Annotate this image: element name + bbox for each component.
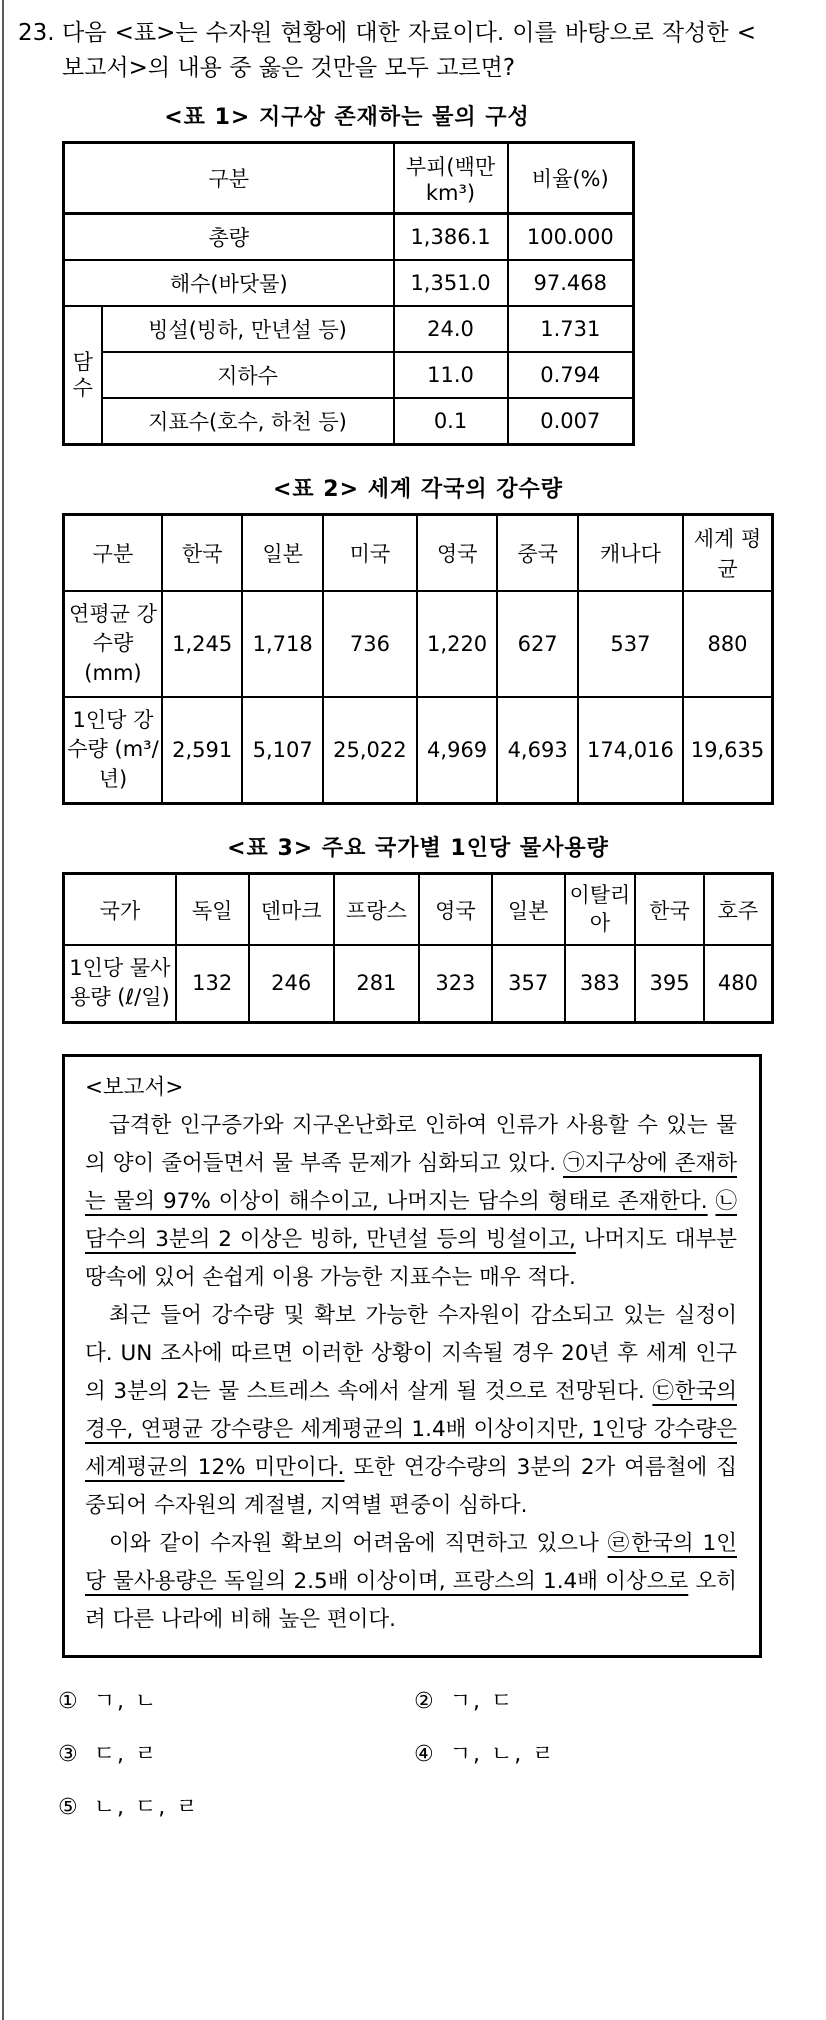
report-paragraph-2 xyxy=(85,1297,737,1525)
choice-5-label: ㄴ, ㄷ, ㄹ xyxy=(93,1795,200,1821)
t2-header-korea: 한국 xyxy=(162,514,243,591)
question-number: 23. xyxy=(18,20,55,46)
t1-header-volume: 부피(백만 km³) xyxy=(394,142,508,213)
table-cell: 4,969 xyxy=(417,697,498,804)
report-text: 또한 연강수량의 3분의 2가 여름철에 집중되어 수자원의 계절별, 지역별 편중이 심하다. xyxy=(85,1455,737,1519)
table-cell: 1,220 xyxy=(417,591,498,697)
table-cell: 25,022 xyxy=(323,697,417,804)
report-text: 오히려 다른 나라에 비해 높은 편이다. xyxy=(85,1569,737,1633)
choice-1-marker: ① xyxy=(58,1689,78,1715)
table-cell: 4,693 xyxy=(497,697,578,804)
choice-5 xyxy=(58,1790,414,1821)
t2-header-category: 구분 xyxy=(64,514,162,591)
choice-2-label: ㄱ, ㄷ xyxy=(449,1689,515,1715)
table-cell: 246 xyxy=(249,945,334,1022)
t2-header-canada: 캐나다 xyxy=(578,514,683,591)
t3-header-denmark: 덴마크 xyxy=(249,874,334,945)
table-cell: 395 xyxy=(635,945,704,1022)
choice-4 xyxy=(414,1737,770,1768)
report-paragraph-1 xyxy=(85,1107,737,1297)
t3-header-uk: 영국 xyxy=(419,874,492,945)
table-cell: 323 xyxy=(419,945,492,1022)
t2-header-uk: 영국 xyxy=(417,514,498,591)
choice-2-marker: ② xyxy=(414,1689,434,1715)
t3-header-australia: 호주 xyxy=(704,874,773,945)
table-cell: 132 xyxy=(176,945,249,1022)
choice-4-label: ㄱ, ㄴ, ㄹ xyxy=(449,1742,556,1768)
table2-title: <표 2> 세계 각국의 강수량 xyxy=(272,476,564,502)
t3-header-japan: 일본 xyxy=(492,874,565,945)
choice-2 xyxy=(414,1684,770,1715)
table-cell: 0.794 xyxy=(508,352,634,398)
choice-4-marker: ④ xyxy=(414,1742,434,1768)
t1-row-seawater-label: 해수(바닷물) xyxy=(64,260,394,306)
t2-header-china: 중국 xyxy=(497,514,578,591)
t3-header-italy: 이탈리아 xyxy=(565,874,636,945)
table-cell: 736 xyxy=(323,591,417,697)
choice-5-marker: ⑤ xyxy=(58,1795,78,1821)
report-claim-digeut: ㉢한국의 경우, 연평균 강수량은 세계평균의 1.4배 이상이지만, 1인당 강수량은 세계평균의 12% 미만이다. xyxy=(85,1379,737,1481)
table-cell: 281 xyxy=(334,945,419,1022)
t1-header-ratio: 비율(%) xyxy=(508,142,634,213)
report-text: 이와 같이 수자원 확보의 어려움에 직면하고 있으나 xyxy=(109,1531,608,1557)
table1 xyxy=(62,141,635,446)
table3 xyxy=(62,872,774,1023)
report-text: 최근 들어 강수량 및 확보 가능한 수자원이 감소되고 있는 실정이다. UN 조사에 따르면 이러한 상황이 지속될 경우 20년 후 세계 인구의 3분의 2는 물 스트레스 속에서 살게 될 것으로 전망된다. xyxy=(85,1302,737,1404)
t3-row-water-usage-label: 1인당 물사용량 (ℓ/일) xyxy=(64,945,176,1022)
t2-header-world-avg: 세계 평균 xyxy=(683,514,773,591)
table-cell: 537 xyxy=(578,591,683,697)
question xyxy=(0,0,826,86)
table-cell: 2,591 xyxy=(162,697,243,804)
t1-row-ice-label: 빙설(빙하, 만년설 등) xyxy=(102,306,394,352)
table-cell: 0.007 xyxy=(508,398,634,445)
table2 xyxy=(62,513,774,805)
t1-row-surfacewater-label: 지표수(호수, 하천 등) xyxy=(102,398,394,445)
table-cell: 19,635 xyxy=(683,697,773,804)
question-text: 다음 <표>는 수자원 현황에 대한 자료이다. 이를 바탕으로 작성한 <보고서>의 내용 중 옳은 것만을 모두 고르면? xyxy=(62,20,756,81)
t2-row-annual-precip-label: 연평균 강수량 (mm) xyxy=(64,591,162,697)
t1-header-category: 구분 xyxy=(64,142,394,213)
report-text: 급격한 인구증가와 지구온난화로 인하여 인류가 사용할 수 있는 물의 양이 줄어들면서 물 부족 문제가 심화되고 있다. xyxy=(85,1112,737,1176)
report-claim-rieul: ㉣한국의 1인당 물사용량은 독일의 2.5배 이상이며, 프랑스의 1.4배 이상으로 xyxy=(85,1531,737,1595)
t2-header-japan: 일본 xyxy=(242,514,323,591)
table-cell: 0.1 xyxy=(394,398,508,445)
answer-choices xyxy=(58,1684,778,1821)
report-claim-giyeok: ㉠지구상에 존재하는 물의 97% 이상이 해수이고, 나머지는 담수의 형태로 존재한다. xyxy=(85,1150,738,1214)
table-cell: 357 xyxy=(492,945,565,1022)
table-cell: 880 xyxy=(683,591,773,697)
t2-row-per-capita-precip-label: 1인당 강수량 (m³/년) xyxy=(64,697,162,804)
table1-block xyxy=(62,100,632,446)
t3-header-france: 프랑스 xyxy=(334,874,419,945)
t3-header-country: 국가 xyxy=(64,874,176,945)
page-edge-line xyxy=(2,0,4,2020)
table3-block xyxy=(62,831,774,1023)
table3-title: <표 3> 주요 국가별 1인당 물사용량 xyxy=(227,836,609,862)
table-cell: 1,718 xyxy=(242,591,323,697)
table-cell: 5,107 xyxy=(242,697,323,804)
table2-block xyxy=(62,472,774,805)
t1-freshwater-group-label: 담수 xyxy=(64,306,102,445)
choice-3-marker: ③ xyxy=(58,1742,78,1768)
table-cell: 100.000 xyxy=(508,213,634,260)
table-cell: 480 xyxy=(704,945,773,1022)
table-cell: 383 xyxy=(565,945,636,1022)
report-paragraph-3 xyxy=(85,1525,737,1639)
table-cell: 174,016 xyxy=(578,697,683,804)
report-box xyxy=(62,1054,762,1659)
report-heading: <보고서> xyxy=(85,1074,184,1100)
t3-header-germany: 독일 xyxy=(176,874,249,945)
choice-3 xyxy=(58,1737,414,1768)
t1-row-groundwater-label: 지하수 xyxy=(102,352,394,398)
t1-row-total-label: 총량 xyxy=(64,213,394,260)
choice-1 xyxy=(58,1684,414,1715)
table-cell: 1.731 xyxy=(508,306,634,352)
table-cell: 11.0 xyxy=(394,352,508,398)
table-cell: 24.0 xyxy=(394,306,508,352)
t3-header-korea: 한국 xyxy=(635,874,704,945)
table-cell: 1,351.0 xyxy=(394,260,508,306)
report-claim-nieun: ㉡담수의 3분의 2 이상은 빙하, 만년설 등의 빙설이고, xyxy=(85,1188,737,1252)
table-cell: 1,245 xyxy=(162,591,243,697)
report-text: 나머지도 대부분 땅속에 있어 손쉽게 이용 가능한 지표수는 매우 적다. xyxy=(85,1226,737,1290)
choice-3-label: ㄷ, ㄹ xyxy=(93,1742,159,1768)
table-cell: 1,386.1 xyxy=(394,213,508,260)
table1-title: <표 1> 지구상 존재하는 물의 구성 xyxy=(164,104,530,130)
table-cell: 627 xyxy=(497,591,578,697)
table-cell: 97.468 xyxy=(508,260,634,306)
t2-header-usa: 미국 xyxy=(323,514,417,591)
choice-1-label: ㄱ, ㄴ xyxy=(93,1689,159,1715)
